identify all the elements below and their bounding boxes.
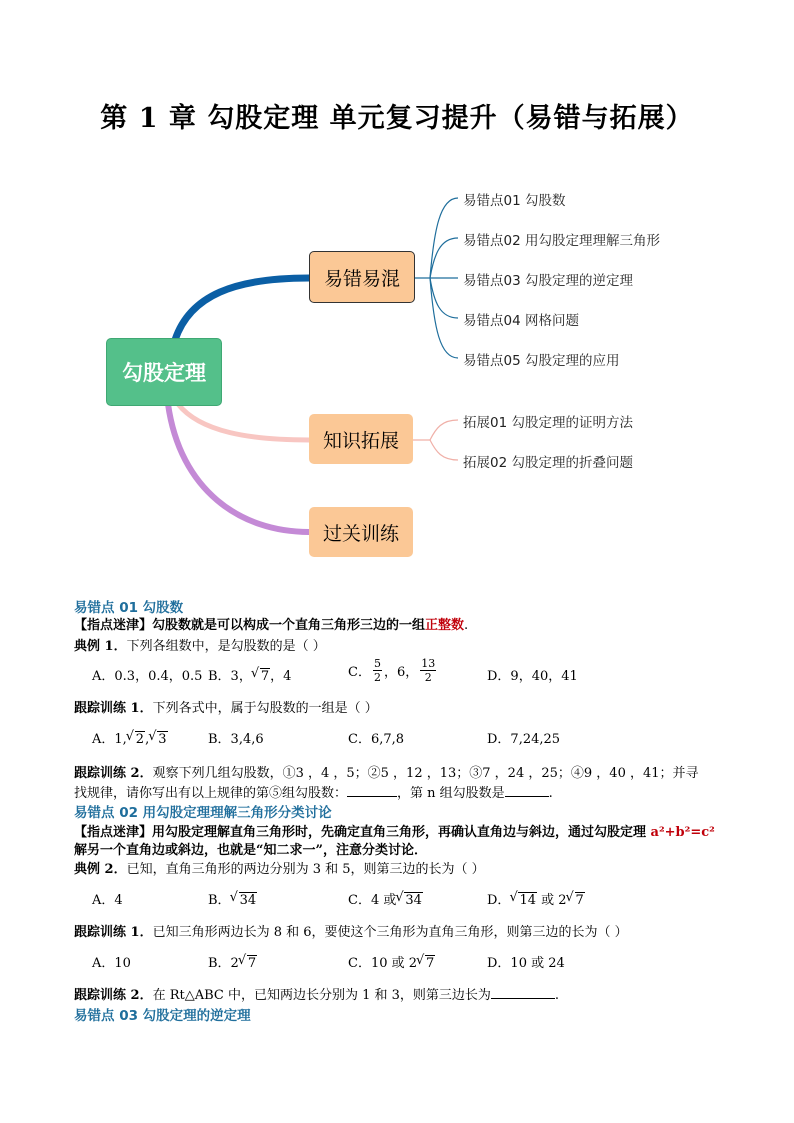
page-title: 第 1 章 勾股定理 单元复习提升（易错与拓展） — [100, 103, 694, 134]
practice-question: 跟踪训练 1．下列各式中，属于勾股数的一组是（ ） — [74, 701, 378, 716]
practice-question: 跟踪训练 2．观察下列几组勾股数，①3 ，4 ，5；②5 ，12 ，13；③7 ，24 ，25；④9 ，40 ，41；并寻 — [74, 766, 699, 781]
option-d: D．7,24,25 — [487, 732, 561, 747]
mindmap-leaf: 易错点05 勾股定理的应用 — [463, 353, 620, 369]
option-b: B．3,4,6 — [208, 732, 264, 747]
mindmap-leaf: 易错点04 网格问题 — [463, 313, 579, 329]
option-a: A．10 — [92, 956, 131, 971]
mindmap-leaf: 易错点03 勾股定理的逆定理 — [463, 273, 633, 289]
option-b: B．3，√ 7，4 — [208, 665, 291, 684]
section-heading: 易错点 01 勾股数 — [74, 600, 184, 616]
practice-question: 跟踪训练 2．在 Rt△ABC 中，已知两边长分别为 1 和 3，则第三边长为 . — [74, 988, 560, 1003]
mindmap-leaf: 拓展01 勾股定理的证明方法 — [463, 415, 633, 431]
mindmap-branch-extension: 知识拓展 — [309, 414, 413, 464]
mindmap-root: 勾股定理 — [106, 338, 222, 406]
option-c: C． $\frac{5}{2}$ ，6， $\frac{13}{2}$ — [348, 657, 436, 684]
option-b: B．√ 34 — [208, 889, 257, 908]
option-c: C．6,7,8 — [348, 732, 405, 747]
mindmap-leaf: 易错点01 勾股数 — [463, 193, 566, 209]
mindmap-leaf: 拓展02 勾股定理的折叠问题 — [463, 455, 633, 471]
example-question: 典例 1．下列各组数中，是勾股数的是（ ） — [74, 639, 326, 654]
mindmap-branch-practice: 过关训练 — [309, 507, 413, 557]
practice-question: 跟踪训练 1．已知三角形两边长为 8 和 6，要使这个三角形为直角三角形，则第三边的长为（ ） — [74, 925, 628, 940]
section-heading: 易错点 02 用勾股定理理解三角形分类讨论 — [74, 805, 332, 821]
option-c: C．4 或√ 34 — [348, 889, 423, 908]
mindmap-branch-errors: 易错易混 — [309, 251, 415, 303]
option-d: D．√ 14 或 2√ 7 — [487, 889, 585, 908]
example-question: 典例 2．已知，直角三角形的两边分别为 3 和 5，则第三边的长为（ ） — [74, 862, 485, 877]
practice-question-cont: 找规律，请你写出有以上规律的第⑤组勾股数： ，第 n 组勾股数是 . — [74, 786, 553, 801]
mindmap-leaf: 易错点02 用勾股定理理解三角形 — [463, 233, 660, 249]
section-heading: 易错点 03 勾股定理的逆定理 — [74, 1008, 251, 1024]
option-b: B．2√ 7 — [208, 952, 257, 971]
option-d: D．9，40，41 — [487, 669, 578, 684]
option-a: A．4 — [92, 893, 123, 908]
option-a: A．0.3，0.4，0.5 — [92, 669, 203, 684]
tip-line: 【指点迷津】勾股数就是可以构成一个直角三角形三边的一组正整数. — [74, 618, 469, 633]
tip-line-cont: 解另一个直角边或斜边，也就是“知二求一”，注意分类讨论． — [74, 843, 427, 858]
tip-line: 【指点迷津】用勾股定理解直角三角形时，先确定直角三角形，再确认直角边与斜边，通过勾股定理 a²+b²=c² — [74, 825, 715, 840]
option-d: D．10 或 24 — [487, 956, 565, 971]
option-a: A．1,√ 2,√ 3 — [92, 728, 168, 747]
option-c: C．10 或 2√ 7 — [348, 952, 435, 971]
